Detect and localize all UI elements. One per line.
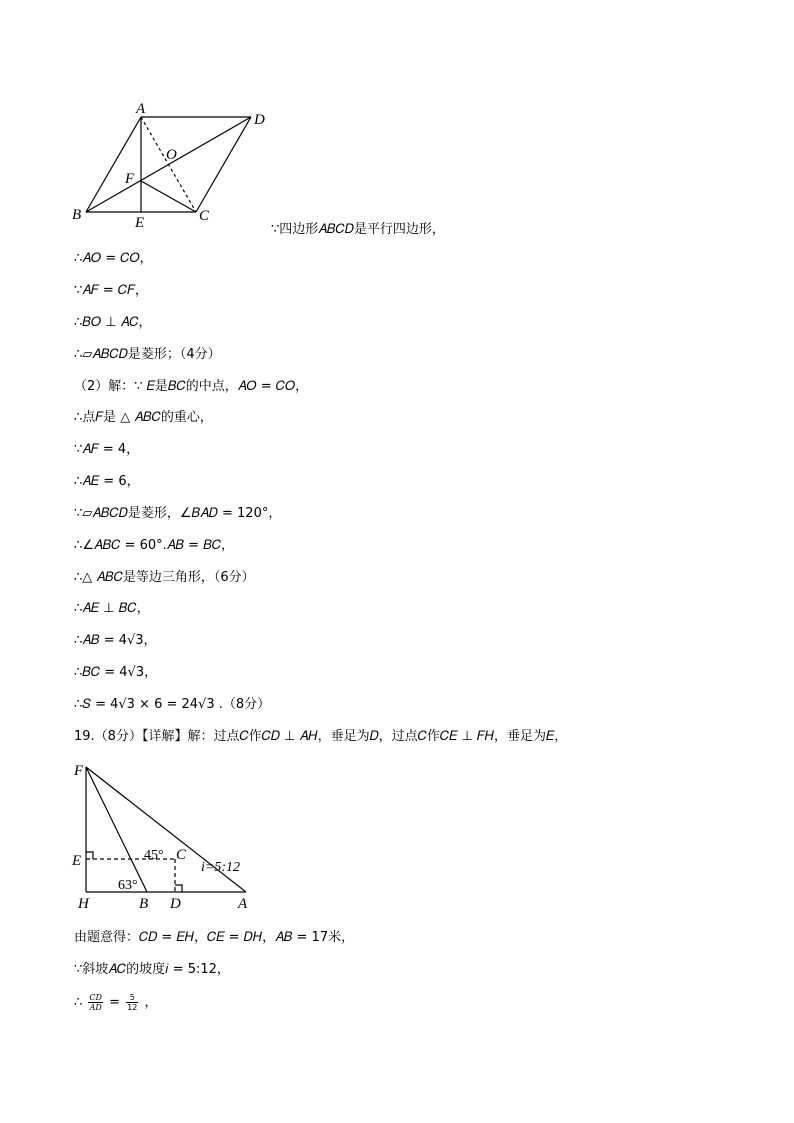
angle-63-label: 63°	[118, 878, 138, 893]
equals-sign: =	[109, 995, 121, 1010]
label-B: B	[139, 896, 149, 912]
label-C: C	[199, 208, 210, 224]
text-line: ∴∠𝐴𝐵𝐶 = 60°.𝐴𝐵 = 𝐵𝐶，	[74, 538, 235, 553]
text-line: ∵𝐴𝐹 = 4，	[74, 442, 140, 457]
right-angle-E	[86, 852, 93, 859]
label-H: H	[78, 896, 89, 912]
label-E: E	[72, 853, 82, 869]
right-angle-D	[175, 885, 182, 892]
text-line: ∴𝐴𝐸 = 6，	[74, 474, 140, 489]
text-line: ∵斜坡𝐴𝐶的坡度𝑖 = 5:12，	[74, 962, 230, 977]
segment-DC	[196, 117, 251, 212]
segment-FB	[86, 767, 147, 892]
fraction-5-12	[126, 993, 138, 1012]
slope-label: i=5:12	[201, 860, 240, 875]
parallelogram-figure	[0, 0, 794, 240]
text-line: ∴𝐵𝑂 ⊥ 𝐴𝐶，	[74, 315, 152, 330]
text-line: ∴𝐴𝐵 = 4√3，	[74, 633, 157, 648]
fraction-numerator: CD	[89, 993, 102, 1002]
label-A: A	[238, 896, 248, 912]
text-line: 由题意得：𝐶𝐷 = 𝐸𝐻，𝐶𝐸 = 𝐷𝐻，𝐴𝐵 = 17米，	[74, 930, 355, 945]
label-O: O	[166, 147, 177, 163]
label-B: B	[72, 207, 82, 223]
fraction-cd-ad	[88, 993, 103, 1012]
fraction-numerator: 5	[126, 993, 138, 1003]
label-A: A	[136, 101, 146, 117]
text-line: ∵四边形𝐴𝐵𝐶𝐷是平行四边形，	[271, 222, 445, 237]
label-D: D	[170, 896, 181, 912]
text-line: ∴▱𝐴𝐵𝐶𝐷是菱形；（4分）	[74, 347, 221, 362]
segment-AC-dashed	[141, 117, 196, 212]
fraction-denominator: AD	[89, 1003, 102, 1012]
text-line: （2）解：∵ 𝐸是𝐵𝐶的中点，𝐴𝑂 = 𝐶𝑂，	[74, 379, 309, 394]
segment-FC	[141, 181, 196, 212]
therefore-symbol: ∴	[74, 995, 83, 1010]
fraction-line	[74, 990, 158, 1016]
label-C: C	[176, 847, 187, 863]
text-line: ∵▱𝐴𝐵𝐶𝐷是菱形，∠𝐵𝐴𝐷 = 120°，	[74, 506, 282, 521]
text-line: ∴𝑆 = 4√3 × 6 = 24√3 .（8分）	[74, 697, 271, 712]
label-F: F	[125, 171, 135, 187]
text-line: ∴𝐴𝑂 = 𝐶𝑂，	[74, 251, 153, 266]
text-line: ∵𝐴𝐹 = 𝐶𝐹，	[74, 283, 148, 298]
text-line: ∴𝐵𝐶 = 4√3，	[74, 665, 158, 680]
angle-45-label: 45°	[144, 848, 164, 863]
text-line: ∴𝐴𝐸 ⊥ 𝐵𝐶，	[74, 601, 150, 616]
fraction-denominator: 12	[127, 1003, 138, 1012]
text-line: 19.（8分）【详解】解：过点𝐶作𝐶𝐷 ⊥ 𝐴𝐻，垂足为𝐷，过点𝐶作𝐶𝐸 ⊥ 𝐹𝐻，垂足为𝐸，	[74, 729, 568, 744]
text-line: ∴点𝐹是 △ 𝐴𝐵𝐶的重心，	[74, 410, 213, 425]
label-F: F	[74, 763, 84, 779]
label-E: E	[135, 215, 145, 231]
slope-figure	[0, 755, 794, 915]
comma: ，	[144, 995, 158, 1010]
text-line: ∴△ 𝐴𝐵𝐶是等边三角形，（6分）	[74, 570, 255, 585]
segment-BA	[86, 117, 141, 212]
label-D: D	[254, 112, 265, 128]
